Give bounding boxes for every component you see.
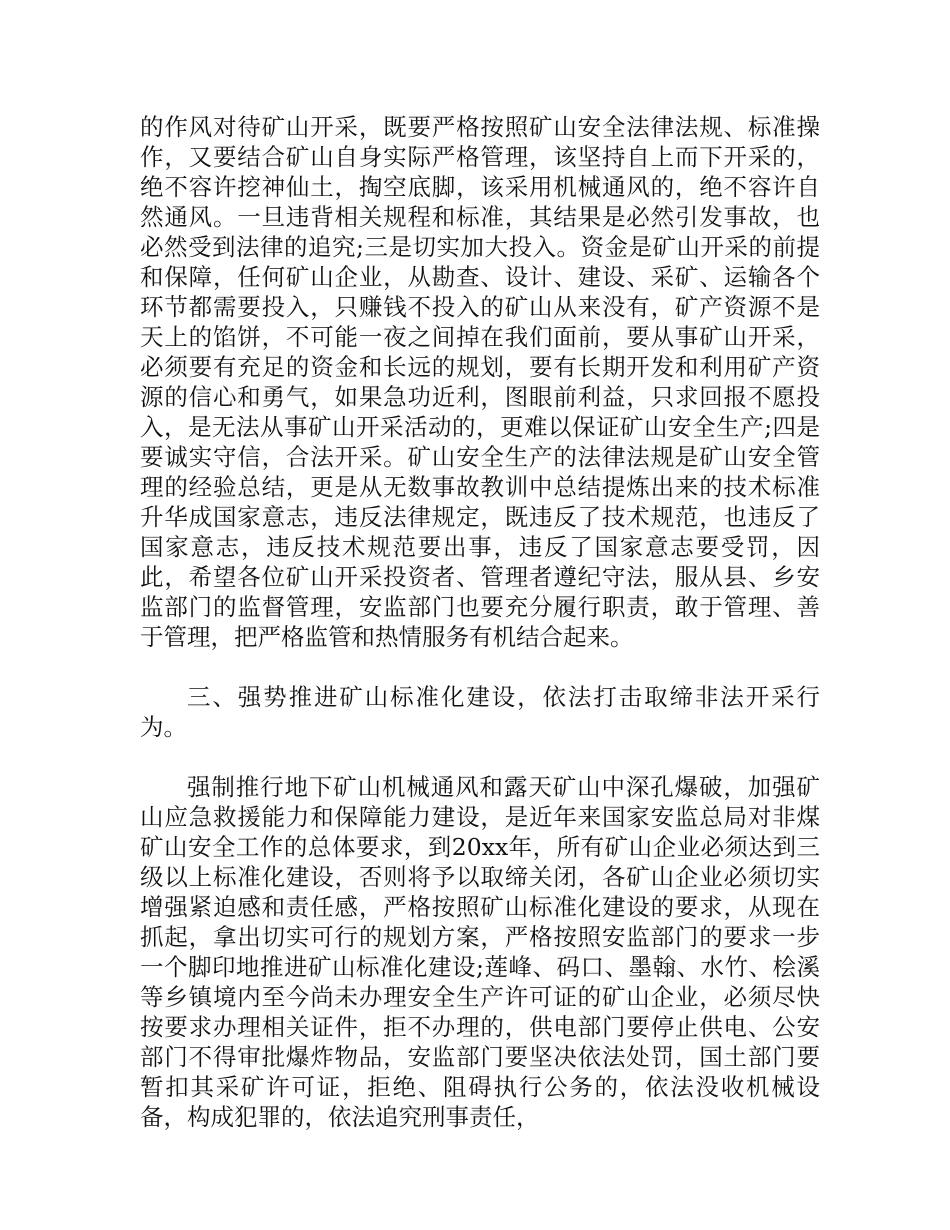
paragraph-gap	[140, 652, 820, 682]
document-page	[140, 112, 820, 1132]
paragraph-gap	[140, 742, 820, 772]
section-heading-standardization: 三、强势推进矿山标准化建设，依法打击取缔非法开采行为。	[140, 683, 820, 741]
paragraph-standardization-enforcement: 强制推行地下矿山机械通风和露天矿山中深孔爆破，加强矿山应急救援能力和保障能力建设，是近年来国家安监总局对非煤矿山安全工作的总体要求，到20xx年，所有矿山企业必须达到三级以上标准化建设，否则将予以取缔关闭，各矿山企业必须切实增强紧迫感和责任感，严格按照矿山标准化建设的要求，从现在抓起，拿出切实可行的规划方案，严格按照安监部门的要求一步一个脚印地推进矿山标准化建设;莲峰、码口、墨翰、水竹、桧溪等乡镇境内至今尚未办理安全生产许可证的矿山企业，必须尽快按要求办理相关证件，拒不办理的，供电部门要停止供电、公安部门不得审批爆炸物品，安监部门要坚决依法处罚，国土部门要暂扣其采矿许可证，拒绝、阻碍执行公务的，依法没收机械设备，构成犯罪的，依法追究刑事责任，	[140, 773, 820, 1131]
paragraph-mining-management: 的作风对待矿山开采，既要严格按照矿山安全法律法规、标准操作，又要结合矿山自身实际严格管理，该坚持自上而下开采的，绝不容许挖神仙土，掏空底脚，该采用机械通风的，绝不容许自然通风。一旦违背相关规程和标准，其结果是必然引发事故，也必然受到法律的追究;三是切实加大投入。资金是矿山开采的前提和保障，任何矿山企业，从勘查、设计、建设、采矿、运输各个环节都需要投入，只赚钱不投入的矿山从来没有，矿产资源不是天上的馅饼，不可能一夜之间掉在我们面前，要从事矿山开采，必须要有充足的资金和长远的规划，要有长期开发和利用矿产资源的信心和勇气，如果急功近利，图眼前利益，只求回报不愿投入，是无法从事矿山开采活动的，更难以保证矿山安全生产;四是要诚实守信，合法开采。矿山安全生产的法律法规是矿山安全管理的经验总结，更是从无数事故教训中总结提炼出来的技术标准升华成国家意志，违反法律规定，既违反了技术规范，也违反了国家意志，违反技术规范要出事，违反了国家意志要受罚，因此，希望各位矿山开采投资者、管理者遵纪守法，服从县、乡安监部门的监督管理，安监部门也要充分履行职责，敢于管理、善于管理，把严格监管和热情服务有机结合起来。	[140, 113, 820, 651]
